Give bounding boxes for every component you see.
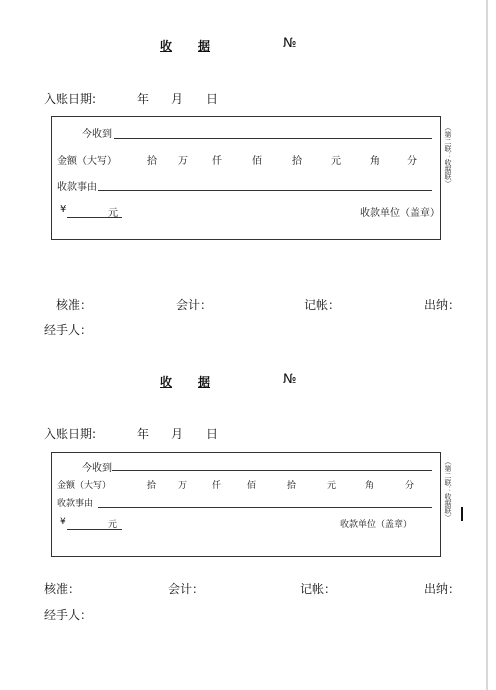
bookkeeper-label: 记帐： bbox=[300, 582, 337, 596]
page-edge bbox=[486, 0, 488, 690]
unit-qian: 仟 bbox=[212, 481, 222, 491]
receipt-number-mark: № bbox=[283, 372, 297, 387]
amount-label: 金额（大写） bbox=[57, 156, 117, 167]
unit-yuan: 元 bbox=[331, 156, 341, 167]
unit-bai: 佰 bbox=[252, 156, 262, 167]
title-char-left: 收 bbox=[160, 375, 173, 389]
side-note: （第二联：收据联） bbox=[444, 124, 452, 187]
title-char-left: 收 bbox=[160, 39, 173, 53]
unit-shi-wan: 拾 bbox=[147, 481, 157, 491]
receipt-form-box bbox=[51, 452, 441, 557]
yen-symbol: ¥ bbox=[60, 204, 67, 215]
unit-shi: 拾 bbox=[287, 481, 297, 491]
title-char-right: 据 bbox=[198, 39, 211, 53]
day-label: 日 bbox=[206, 427, 219, 441]
approve-label: 核准： bbox=[56, 298, 93, 312]
month-label: 月 bbox=[171, 427, 184, 441]
year-label: 年 bbox=[137, 92, 150, 106]
unit-shi: 拾 bbox=[292, 156, 302, 167]
month-label: 月 bbox=[171, 92, 184, 106]
accountant-label: 会计： bbox=[176, 298, 213, 312]
receipt-title bbox=[160, 37, 210, 54]
unit-shi-wan: 拾 bbox=[147, 156, 157, 167]
receipt-form-box bbox=[51, 116, 441, 240]
unit-fen: 分 bbox=[407, 156, 417, 167]
unit-jiao: 角 bbox=[365, 481, 375, 491]
unit-wan: 万 bbox=[178, 481, 188, 491]
side-note: （第二联：收据联） bbox=[444, 458, 452, 521]
amount-label: 金额（大写） bbox=[57, 481, 112, 491]
entry-date-label: 入账日期: bbox=[44, 92, 97, 106]
bookkeeper-label: 记帐： bbox=[304, 298, 341, 312]
unit-fen: 分 bbox=[405, 481, 415, 491]
day-label: 日 bbox=[206, 92, 219, 106]
received-from-field[interactable] bbox=[114, 138, 432, 139]
entry-date bbox=[44, 90, 304, 106]
year-label: 年 bbox=[137, 427, 150, 441]
entry-date-label: 入账日期: bbox=[44, 427, 97, 441]
unit-bai: 佰 bbox=[247, 481, 257, 491]
unit-qian: 仟 bbox=[212, 156, 222, 167]
reason-label: 收款事由 bbox=[57, 182, 97, 193]
entry-date bbox=[44, 425, 304, 441]
yen-symbol: ¥ bbox=[60, 517, 66, 527]
handler-label: 经手人： bbox=[44, 608, 93, 622]
cashier-label: 出纳： bbox=[424, 298, 461, 312]
approve-label: 核准： bbox=[44, 582, 81, 596]
reason-label: 收款事由 bbox=[57, 499, 94, 509]
received-from-field[interactable] bbox=[112, 470, 432, 471]
unit-yuan: 元 bbox=[327, 481, 337, 491]
unit-wan: 万 bbox=[178, 156, 188, 167]
payee-label: 收款单位（盖章） bbox=[340, 520, 413, 530]
handler-label: 经手人： bbox=[44, 323, 93, 337]
received-from-label: 今收到 bbox=[82, 129, 112, 140]
payee-label: 收款单位（盖章） bbox=[360, 208, 440, 219]
text-cursor bbox=[461, 507, 463, 521]
reason-field[interactable] bbox=[98, 190, 432, 191]
receipt-title bbox=[160, 373, 210, 390]
received-from-label: 今收到 bbox=[82, 463, 112, 474]
accountant-label: 会计： bbox=[168, 582, 205, 596]
yuan-label: 元 bbox=[108, 520, 118, 530]
reason-field[interactable] bbox=[98, 507, 432, 508]
cashier-label: 出纳： bbox=[424, 582, 461, 596]
receipt-number-mark: № bbox=[283, 36, 297, 51]
title-char-right: 据 bbox=[198, 375, 211, 389]
unit-jiao: 角 bbox=[370, 156, 380, 167]
yuan-label: 元 bbox=[108, 208, 118, 219]
